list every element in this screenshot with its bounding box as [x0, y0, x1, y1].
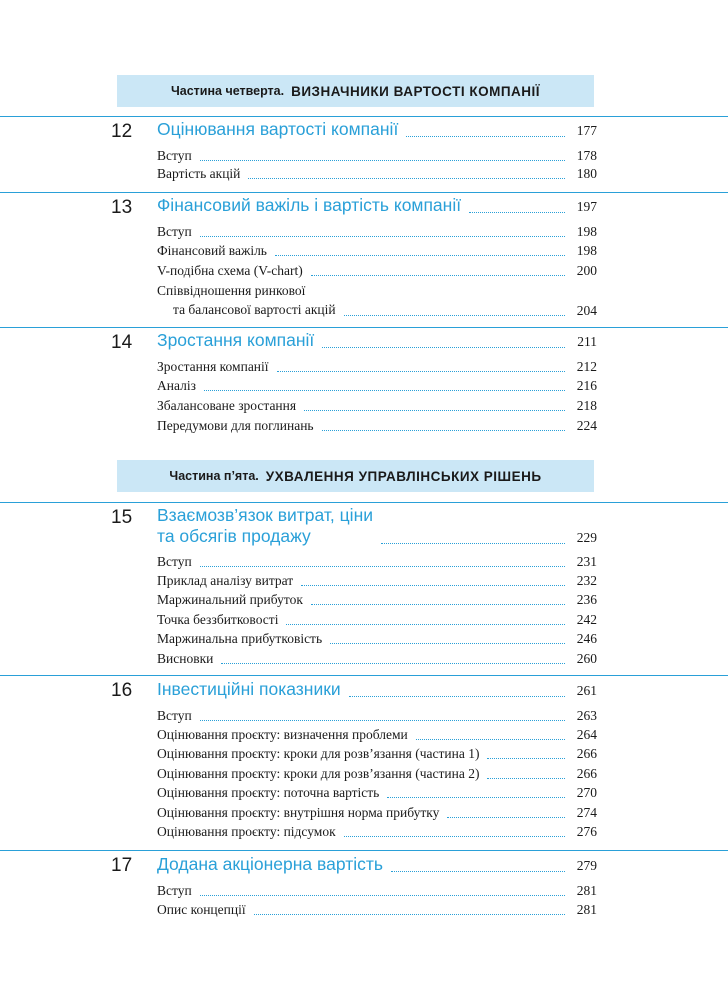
page-number: 281 [576, 902, 597, 917]
part-header [117, 75, 594, 107]
section-title: Вартість акцій [157, 166, 241, 181]
chapter-number: 17 [111, 855, 133, 876]
dot-leader [349, 696, 565, 697]
page-number: 216 [576, 378, 597, 393]
dot-leader [391, 871, 565, 872]
dot-leader [275, 255, 565, 256]
toc-section-entry[interactable] [157, 358, 597, 375]
page-number: 224 [576, 418, 597, 433]
page-number: 177 [576, 123, 597, 138]
dot-leader [416, 739, 565, 740]
chapter-title-line1: Взаємозв’язок витрат, ціни [157, 505, 374, 525]
page-number: 232 [576, 573, 597, 588]
section-title: Фінансовий важіль [157, 243, 267, 258]
toc-section-entry[interactable] [157, 262, 597, 279]
toc-section-entry[interactable] [157, 707, 597, 724]
section-title: Висновки [157, 651, 214, 666]
section-title: Оцінювання проєкту: внутрішня норма прибутку [157, 805, 440, 820]
chapter-number: 13 [111, 197, 133, 218]
toc-section-entry[interactable] [157, 281, 597, 319]
page-number: 263 [576, 708, 597, 723]
chapter-title: Зростання компанії [157, 330, 315, 350]
dot-leader [248, 178, 565, 179]
section-title: Вступ [157, 883, 192, 898]
page-number: 212 [576, 359, 597, 374]
toc-section-entry[interactable] [157, 165, 597, 182]
section-title: Вступ [157, 708, 192, 723]
section-title: Вступ [157, 224, 192, 239]
page-number: 198 [576, 224, 597, 239]
page-number: 231 [576, 554, 597, 569]
section-title [157, 281, 336, 319]
dot-leader [487, 778, 565, 779]
section-title: Оцінювання проєкту: поточна вартість [157, 785, 380, 800]
page-number: 218 [576, 398, 597, 413]
toc-section-entry[interactable] [157, 553, 597, 570]
part-title: УХВАЛЕННЯ УПРАВЛІНСЬКИХ РІШЕНЬ [265, 468, 542, 484]
dot-leader [322, 347, 565, 348]
toc-section-entry[interactable] [157, 417, 597, 434]
page-number: 260 [576, 651, 597, 666]
dot-leader [447, 817, 565, 818]
page-number: 261 [576, 683, 597, 698]
page-number: 266 [576, 746, 597, 761]
dot-leader [277, 371, 565, 372]
chapter-title: Інвестиційні показники [157, 679, 341, 699]
page-number: 229 [576, 530, 597, 545]
page-number: 211 [577, 334, 597, 349]
toc-section-entry[interactable] [157, 397, 597, 414]
page-number: 266 [576, 766, 597, 781]
toc-chapter-entry[interactable] [157, 854, 597, 875]
page-number: 281 [576, 883, 597, 898]
dot-leader [406, 136, 565, 137]
dot-leader [322, 430, 565, 431]
toc-section-entry[interactable] [157, 882, 597, 899]
section-title: Оцінювання проєкту: підсумок [157, 824, 336, 839]
section-title: Маржинальний прибуток [157, 592, 303, 607]
toc-section-entry[interactable] [157, 823, 597, 840]
dot-leader [286, 624, 565, 625]
toc-section-entry[interactable] [157, 611, 597, 628]
dot-leader [469, 212, 565, 213]
toc-section-entry[interactable] [157, 726, 597, 743]
dot-leader [204, 390, 565, 391]
toc-section-entry[interactable] [157, 901, 597, 918]
toc-section-entry[interactable] [157, 784, 597, 801]
chapter-title [157, 505, 373, 547]
dot-leader [387, 797, 565, 798]
toc-section-entry[interactable] [157, 804, 597, 821]
toc-chapter-entry[interactable] [157, 119, 597, 140]
section-title: Вступ [157, 148, 192, 163]
dot-leader [301, 585, 565, 586]
section-title: Зростання компанії [157, 359, 269, 374]
dot-leader [311, 275, 565, 276]
toc-chapter-entry[interactable] [157, 505, 597, 547]
page-number: 276 [576, 824, 597, 839]
dot-leader [200, 160, 565, 161]
dot-leader [200, 566, 565, 567]
section-title: Оцінювання проєкту: кроки для розв’язання (частина 1) [157, 746, 480, 761]
chapter-number: 16 [111, 680, 133, 701]
dot-leader [200, 236, 565, 237]
chapter-title: Фінансовий важіль і вартість компанії [157, 195, 462, 215]
page-number: 178 [576, 148, 597, 163]
section-title-line1: Співвідношення ринкової [157, 283, 306, 298]
toc-section-entry[interactable] [157, 745, 597, 762]
section-title: Вступ [157, 554, 192, 569]
section-title: V-подібна схема (V-chart) [157, 263, 303, 278]
section-title: Аналіз [157, 378, 196, 393]
dot-leader [200, 720, 565, 721]
page-number: 204 [576, 303, 597, 318]
dot-leader [487, 758, 565, 759]
dot-leader [381, 543, 565, 544]
toc-chapter-entry[interactable] [157, 195, 597, 216]
section-title: Приклад аналізу витрат [157, 573, 294, 588]
dot-leader [344, 836, 565, 837]
page-number: 180 [576, 166, 597, 181]
toc-section-entry[interactable] [157, 242, 597, 259]
page-number: 264 [576, 727, 597, 742]
chapter-number: 15 [111, 507, 133, 528]
toc-section-entry[interactable] [157, 223, 597, 240]
page-number: 200 [576, 263, 597, 278]
toc-chapter-entry[interactable] [157, 330, 597, 351]
section-title: Передумови для поглинань [157, 418, 314, 433]
part-header [117, 460, 594, 492]
chapter-title-line2: та обсягів продажу [157, 526, 311, 546]
dot-leader [330, 643, 565, 644]
part-title: ВИЗНАЧНИКИ ВАРТОСТІ КОМПАНІЇ [291, 83, 541, 99]
chapter-title: Оцінювання вартості компанії [157, 119, 399, 139]
toc-chapter-entry[interactable] [157, 679, 597, 700]
section-title: Оцінювання проєкту: визначення проблеми [157, 727, 408, 742]
section-title-line2: та балансової вартості акцій [173, 302, 336, 317]
dot-leader [311, 604, 565, 605]
page-number: 246 [576, 631, 597, 646]
toc-section-entry[interactable] [157, 630, 597, 647]
toc-section-entry[interactable] [157, 147, 597, 164]
toc-section-entry[interactable] [157, 765, 597, 782]
page-number: 270 [576, 785, 597, 800]
dot-leader [344, 315, 565, 316]
part-label: Частина четверта. [170, 84, 285, 98]
chapter-number: 14 [111, 332, 133, 353]
toc-section-entry[interactable] [157, 572, 597, 589]
page-number: 198 [576, 243, 597, 258]
dot-leader [200, 895, 565, 896]
section-title: Збалансоване зростання [157, 398, 297, 413]
section-title: Точка беззбитковості [157, 612, 279, 627]
chapter-number: 12 [111, 121, 133, 142]
page-number: 274 [576, 805, 597, 820]
section-title: Маржинальна прибутковість [157, 631, 323, 646]
dot-leader [304, 410, 565, 411]
chapter-title: Додана акціонерна вартість [157, 854, 383, 874]
toc-section-entry[interactable] [157, 377, 597, 394]
dot-leader [221, 663, 565, 664]
section-title: Опис концепції [157, 902, 246, 917]
page-number: 279 [576, 858, 597, 873]
page-number: 236 [576, 592, 597, 607]
section-title: Оцінювання проєкту: кроки для розв’язання (частина 2) [157, 766, 480, 781]
dot-leader [254, 914, 565, 915]
page-number: 197 [576, 199, 597, 214]
toc-section-entry[interactable] [157, 591, 597, 608]
page-number: 242 [576, 612, 597, 627]
toc-section-entry[interactable] [157, 650, 597, 667]
part-label: Частина п’ята. [169, 469, 259, 483]
